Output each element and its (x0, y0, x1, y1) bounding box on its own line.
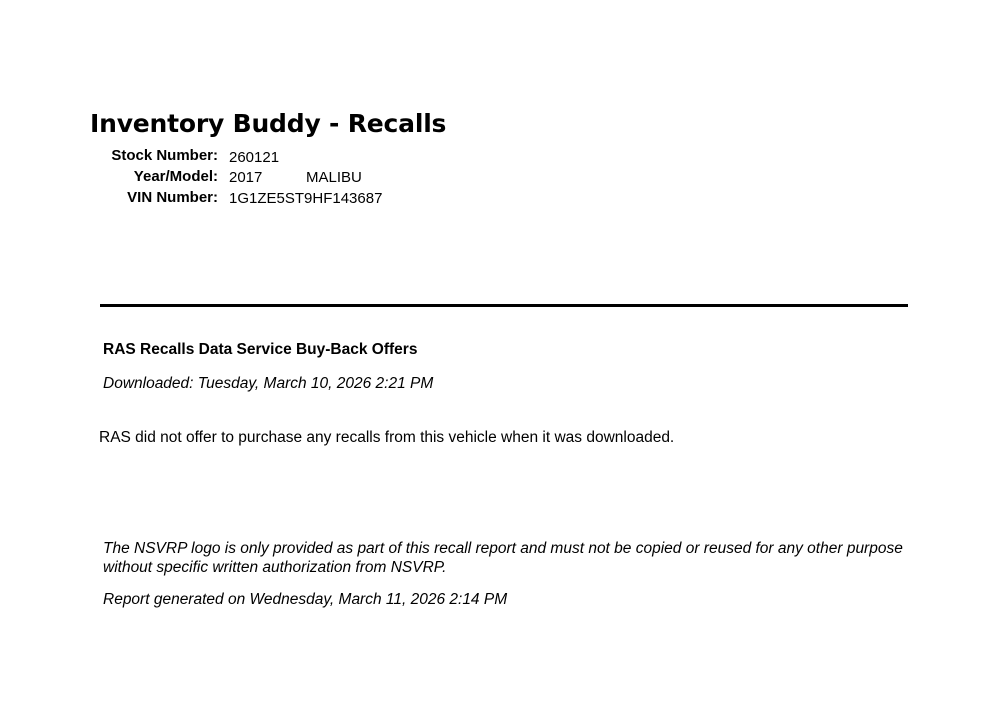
section-heading: RAS Recalls Data Service Buy-Back Offers (103, 341, 418, 358)
logo-usage-notice: The NSVRP logo is only provided as part of this recall report and must not be copied or reused for any other purpose without specific written authorization from NSVRP. (103, 540, 903, 576)
vin-number-label: VIN Number: (127, 189, 218, 206)
report-generated-timestamp: Report generated on Wednesday, March 11, 2026 2:14 PM (103, 591, 508, 608)
stock-number-label: Stock Number: (111, 147, 218, 164)
section-divider (100, 304, 908, 307)
vin-number-value: 1G1ZE5ST9HF143687 (229, 190, 383, 207)
recall-offer-message: RAS did not offer to purchase any recalls from this vehicle when it was downloaded. (99, 429, 675, 446)
page-title: Inventory Buddy - Recalls (90, 109, 447, 138)
stock-number-value: 260121 (229, 149, 280, 166)
year-value: 2017 (229, 169, 263, 186)
model-value: MALIBU (306, 169, 362, 186)
downloaded-timestamp: Downloaded: Tuesday, March 10, 2026 2:21 PM (103, 375, 434, 392)
year-model-label: Year/Model: (133, 168, 218, 185)
